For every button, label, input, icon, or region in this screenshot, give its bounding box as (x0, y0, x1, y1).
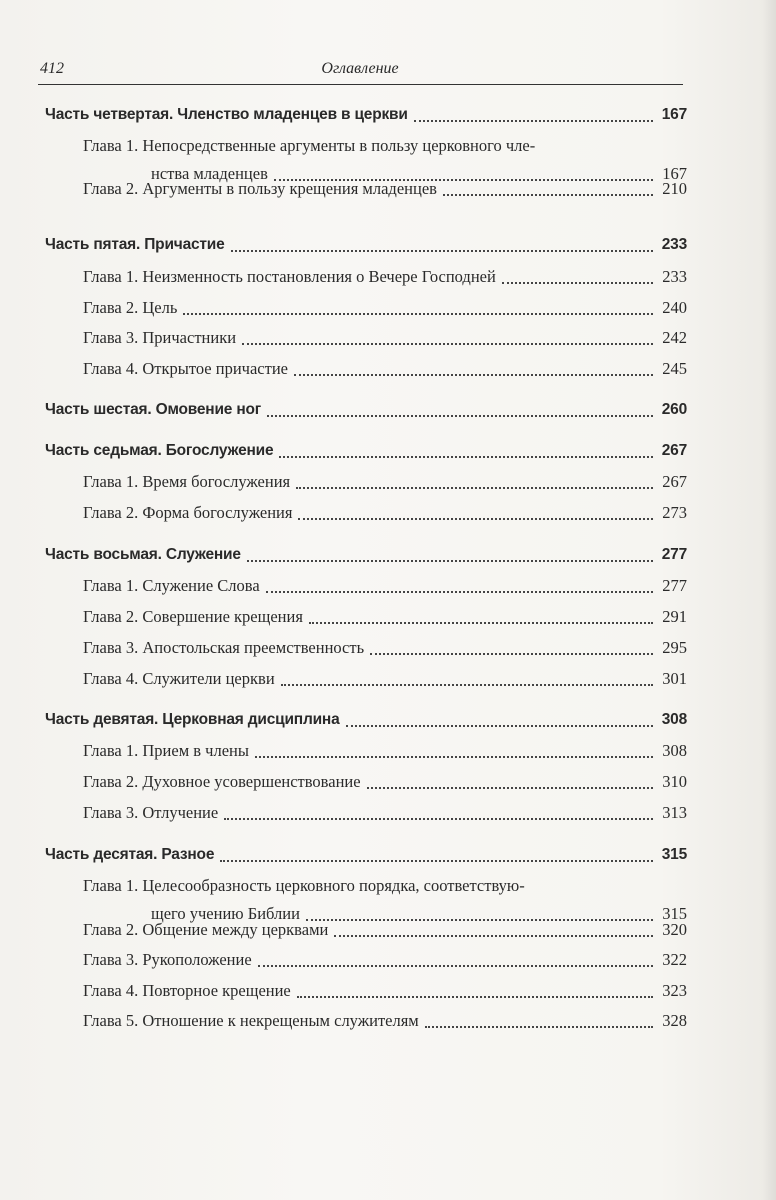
toc-entry-part (45, 706, 687, 734)
toc-entry-title: Глава 1. Прием в члены (83, 741, 249, 760)
dot-leader (346, 725, 653, 727)
dot-leader (231, 250, 653, 252)
toc-entry-title: Глава 3. Причастники (83, 328, 237, 347)
toc-entry-title: Глава 2. Аргументы в пользу крещения младенцев (83, 179, 437, 198)
toc-entry-chapter (45, 355, 687, 383)
dot-leader (255, 756, 653, 758)
toc-page-number: 233 (662, 267, 687, 286)
dot-leader (298, 518, 653, 520)
toc-entry-title: Часть четвертая. Членство младенцев в церкви (45, 106, 408, 123)
toc-entry-chapter (45, 499, 687, 527)
toc-page-number: 328 (662, 1011, 687, 1030)
toc-entry-chapter (45, 175, 687, 203)
toc-entry-title: Глава 2. Форма богослужения (83, 503, 293, 522)
toc-entry-chapter (45, 572, 687, 600)
dot-leader (247, 560, 653, 562)
toc-page-number: 322 (662, 950, 687, 969)
toc-entry-chapter (45, 665, 687, 693)
toc-page-number: 295 (662, 638, 687, 657)
toc-page-number: 167 (661, 106, 687, 123)
toc-entry-chapter (45, 468, 687, 496)
toc-entry-title-continuation: щего учению Библии (151, 904, 300, 923)
toc-entry-title: Глава 2. Общение между церквами (83, 920, 329, 939)
toc-entry-title: Глава 2. Совершение крещения (83, 607, 303, 626)
toc-entry-title: Часть девятая. Церковная дисциплина (45, 711, 340, 728)
toc-entry-title: Глава 3. Отлучение (83, 803, 219, 822)
toc-entry-title: Часть седьмая. Богослужение (45, 442, 274, 459)
toc-entry-title: Глава 1. Непосредственные аргументы в пользу церковного чле- (83, 136, 536, 155)
toc-entry-title: Часть десятая. Разное (45, 846, 215, 863)
dot-leader (297, 996, 653, 998)
toc-entry-title: Глава 2. Цель (83, 298, 178, 317)
toc-page-number: 315 (661, 846, 687, 863)
toc-page-number: 210 (662, 179, 687, 198)
dot-leader (334, 935, 653, 937)
dot-leader (502, 282, 653, 284)
dot-leader (266, 591, 653, 593)
toc-page-number: 323 (662, 981, 687, 1000)
toc-entry-part (45, 101, 687, 129)
toc-page-number: 240 (662, 298, 687, 317)
dot-leader (183, 313, 653, 315)
toc-page-number: 267 (662, 472, 687, 491)
toc-page-number: 233 (661, 236, 687, 253)
toc-entry-chapter (45, 1007, 687, 1035)
dot-leader (267, 415, 653, 417)
page-number: 412 (40, 60, 64, 77)
dot-leader (367, 787, 653, 789)
toc-entry-part (45, 841, 687, 869)
toc-page-number: 301 (662, 669, 687, 688)
running-header (40, 60, 680, 84)
toc-page-number: 320 (662, 920, 687, 939)
dot-leader (294, 374, 653, 376)
toc-entry-chapter (45, 324, 687, 352)
toc-entry-part (45, 541, 687, 569)
toc-entry-title: Глава 3. Апостольская преемственность (83, 638, 365, 657)
toc-entry-part (45, 231, 687, 259)
toc-entry-title: Часть пятая. Причастие (45, 236, 225, 253)
toc-entry-title: Глава 4. Повторное крещение (83, 981, 291, 1000)
page-edge-shadow (762, 0, 776, 1200)
toc-entry-chapter (45, 737, 687, 765)
toc-page-number: 310 (662, 772, 687, 791)
dot-leader (242, 343, 653, 345)
dot-leader (296, 487, 653, 489)
toc-page-number: 277 (662, 576, 687, 595)
toc-page-number: 260 (661, 401, 687, 418)
dot-leader (443, 194, 653, 196)
dot-leader (414, 120, 653, 122)
toc-page-number: 267 (661, 442, 687, 459)
toc-entry-part (45, 396, 687, 424)
header-rule (38, 84, 683, 85)
toc-entry-chapter (45, 916, 687, 944)
toc-entry-chapter (45, 768, 687, 796)
toc-page-number: 291 (662, 607, 687, 626)
toc-page-number: 273 (662, 503, 687, 522)
toc-entry-part (45, 437, 687, 465)
header-title: Оглавление (321, 60, 399, 77)
toc-entry-title: Глава 3. Рукоположение (83, 950, 252, 969)
toc-entry-chapter (45, 977, 687, 1005)
toc-page-number: 277 (661, 546, 687, 563)
toc-entry-title: Глава 1. Целесообразность церковного порядка, соответствую- (83, 876, 525, 895)
toc-entry-title: Часть шестая. Омовение ног (45, 401, 262, 418)
toc-entry-chapter (45, 634, 687, 662)
toc-page-number: 167 (662, 164, 687, 183)
toc-entry-title: Глава 4. Открытое причастие (83, 359, 288, 378)
toc-page-number: 308 (661, 711, 687, 728)
dot-leader (309, 622, 653, 624)
toc-entry-title: Глава 1. Неизменность постановления о Вечере Господней (83, 267, 496, 286)
toc-entry-chapter (45, 263, 687, 291)
toc-entry-title: Глава 4. Служители церкви (83, 669, 275, 688)
toc-page-number: 313 (662, 803, 687, 822)
dot-leader (281, 684, 653, 686)
dot-leader (220, 860, 653, 862)
dot-leader (258, 965, 653, 967)
toc-entry-chapter (45, 603, 687, 631)
toc-entry-chapter (45, 799, 687, 827)
toc-entry-title: Глава 1. Время богослужения (83, 472, 291, 491)
toc-entry-title: Часть восьмая. Служение (45, 546, 241, 563)
toc-entry-title: Глава 5. Отношение к некрещеным служителям (83, 1011, 419, 1030)
dot-leader (279, 456, 653, 458)
dot-leader (425, 1026, 653, 1028)
dot-leader (370, 653, 653, 655)
toc-entry-title: Глава 1. Служение Слова (83, 576, 260, 595)
toc-page-number: 308 (662, 741, 687, 760)
toc-entry-title-continuation: нства младенцев (151, 164, 268, 183)
toc-entry-chapter (45, 294, 687, 322)
dot-leader (224, 818, 653, 820)
toc-page-number: 245 (662, 359, 687, 378)
toc-page-number: 315 (662, 904, 687, 923)
toc-entry-title: Глава 2. Духовное усовершенствование (83, 772, 361, 791)
toc-entry-chapter (45, 946, 687, 974)
toc-page-number: 242 (662, 328, 687, 347)
